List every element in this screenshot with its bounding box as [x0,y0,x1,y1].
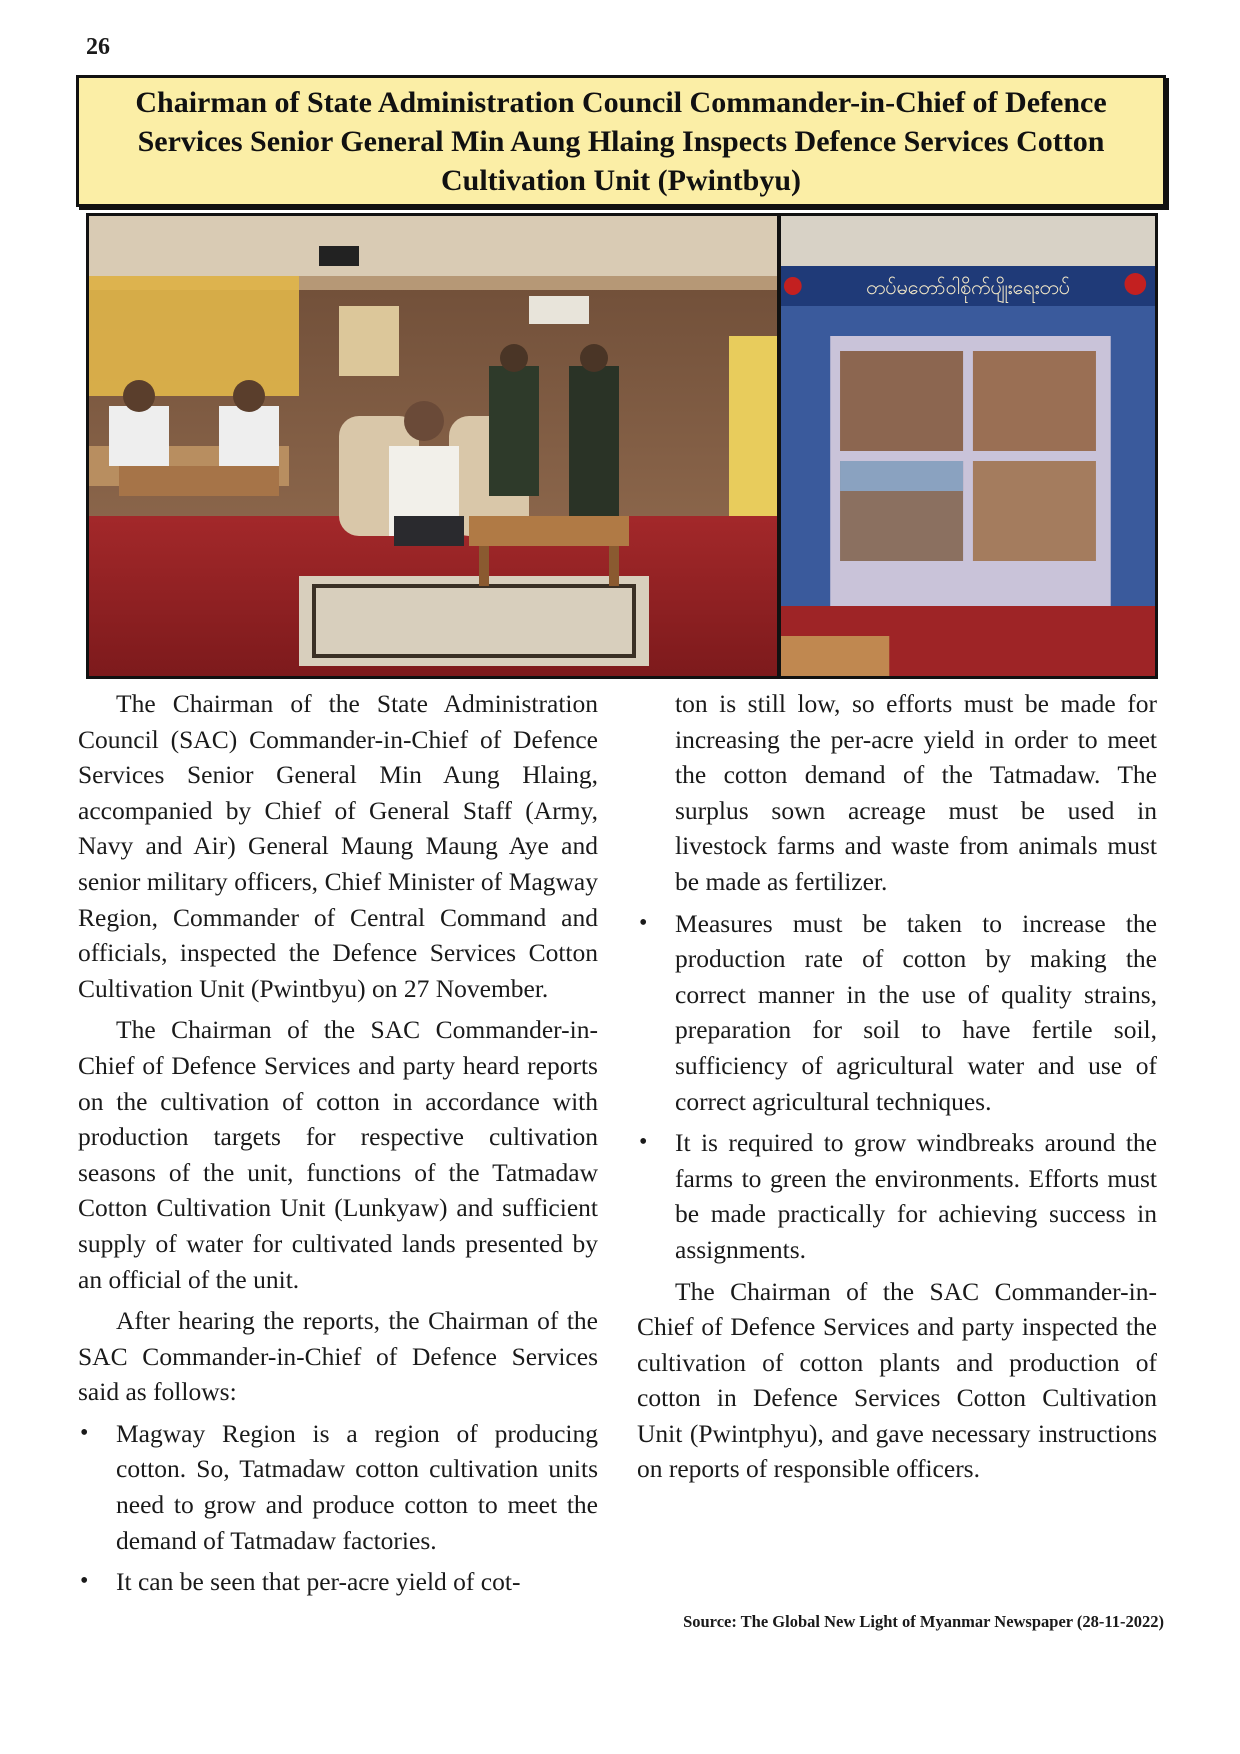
meeting-hall-image [89,216,777,676]
photo-presentation-screen [781,216,1155,676]
paragraph-inspection: The Chairman of the SAC Commander-in-Chief of Defence Services and party inspected the cultivation of cotton plants and production of cotton in Defence Services Cotton Cultivation Unit (Pwintphyu), and gave necessary instructions on reports of responsible officers. [637,1276,1157,1484]
page-number: 26 [86,34,110,60]
presentation-image [781,216,1155,676]
list-item-continuation: ton is still low, so efforts must be made for increasing the per-acre yield in order to meet the cotton demand of the Tatmadaw. The surplus sown acreage must be used in livestock farms and waste from animals must be made as fertilizer. [675,689,1157,896]
list-item: • Measures must be taken to increase the production rate of cotton by making the correct manner in the use of quality strains, preparation for soil to have fertile soil, sufficiency of agricultural water and use of correct agricultural techniques. [637,906,1157,1120]
remarks-list-continued [637,906,1157,1268]
paragraph-reports: The Chairman of the SAC Commander-in-Chief of Defence Services and party heard reports on the cultivation of cotton in accordance with production targets for respective cultivation seasons of the unit, functions of the Tatmadaw Cotton Cultivation Unit (Lunkyaw) and sufficient supply of water for cultivated lands presented by an official of the unit. [78,1015,598,1294]
article-column-right [637,686,1157,1493]
list-item: • It is required to grow windbreaks around the farms to green the environments. Efforts must be made practically for achieving success in assignments. [637,1125,1157,1267]
remarks-list [78,1416,598,1600]
banner-text: တပ်မတော်ဝါစိုက်ပျိုးရေးတပ် [866,275,1070,300]
photo-frame [86,213,1158,679]
photo-meeting-hall [89,216,777,676]
paragraph-intro: The Chairman of the State Administration Council (SAC) Commander-in-Chief of Defence Services Senior General Min Aung Hlaing, accompanied by Chief of General Staff (Army, Navy and Air) General Maung Maung Aye and senior military officers, Chief Minister of Magway Region, Commander of Central Command and officials, inspected the Defence Services Cotton Cultivation Unit (Pwintbyu) on 27 November. [78,689,598,1003]
list-item: • It can be seen that per-acre yield of cot- [78,1564,598,1600]
paragraph-remarks-intro: After hearing the reports, the Chairman of the SAC Commander-in-Chief of Defence Services said as follows: [78,1306,598,1407]
list-item: • Magway Region is a region of producing cotton. So, Tatmadaw cotton cultivation units need to grow and produce cotton to meet the demand of Tatmadaw factories. [78,1416,598,1558]
source-credit: Source: The Global New Light of Myanmar Newspaper (28-11-2022) [683,1612,1164,1631]
headline-box [76,75,1166,207]
article-column-left [78,686,598,1606]
headline: Chairman of State Administration Council Commander-in-Chief of Defence Services Senior General Min Aung Hlaing Inspects Defence Services Cotton Cultivation Unit (Pwintbyu) [135,85,1107,197]
